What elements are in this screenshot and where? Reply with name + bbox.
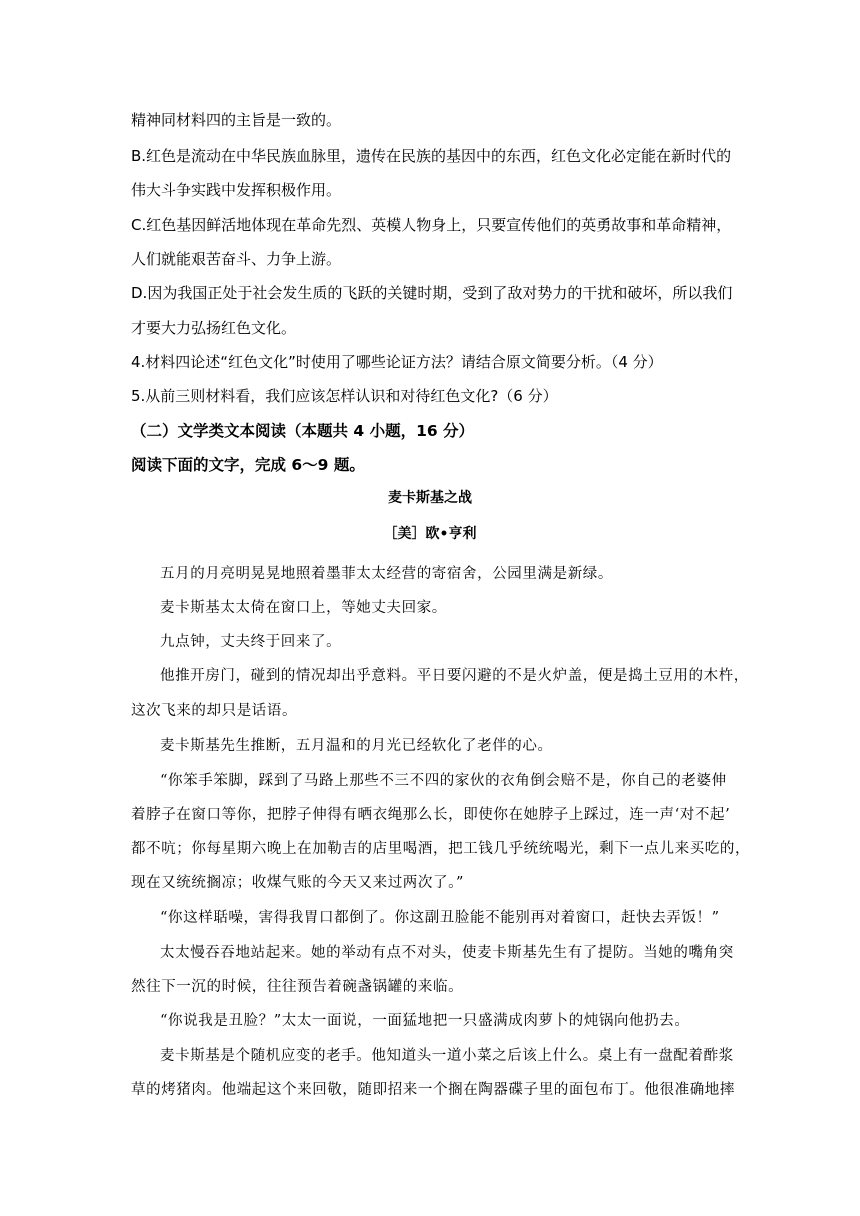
story-author: ［美］欧•亨利 [383,526,477,542]
option-b-line-1: B.红色是流动在中华民族血脉里，遗传在民族的基因中的东西，红色文化必定能在新时代的 [131,147,732,165]
story-line: “你笨手笨脚，踩到了马路上那些不三不四的家伙的衣角倒会赔不是，你自己的老婆伸 [160,773,727,789]
option-c-line-1: C.红色基因鲜活地体现在革命先烈、英模人物身上，只要宣传他们的英勇故事和革命精神， [131,216,732,234]
section-heading: （二）文学类文本阅读（本题共 4 小题，16 分） [131,422,475,440]
story-line: 他推开房门，碰到的情况却出乎意料。平日要闪避的不是火炉盖，便是捣土豆用的木杵， [160,668,749,684]
story-line: 五月的月亮明晃晃地照着墨菲太太经营的寄宿舍，公园里满是新绿。 [160,566,613,582]
option-a-continuation: 精神同材料四的主旨是一致的。 [131,111,342,129]
story-line: 太太慢吞吞地站起来。她的举动有点不对头，使麦卡斯基先生有了提防。当她的嘴角突 [160,945,734,961]
option-c-line-2: 人们就能艰苦奋斗、力争上游。 [131,250,342,268]
story-line: 都不吭；你每星期六晚上在加勒吉的店里喝酒，把工钱几乎统统喝光，剩下一点儿来买吃的， [131,841,751,857]
option-b-line-2: 伟大斗争实践中发挥积极作用。 [131,181,342,199]
story-line: 麦卡斯基先生推断，五月温和的月光已经软化了老伴的心。 [160,738,553,754]
story-title: 麦卡斯基之战 [388,490,472,506]
story-line: 草的烤猪肉。他端起这个来回敬，随即招来一个搁在陶器碟子里的面包布丁。他很准确地摔 [131,1082,735,1098]
story-line: 麦卡斯基是个随机应变的老手。他知道头一道小菜之后该上什么。桌上有一盘配着酢浆 [160,1048,734,1064]
option-d-line-1: D.因为我国正处于社会发生质的飞跃的关键时期，受到了敌对势力的干扰和破坏，所以我们 [131,284,733,302]
option-d-line-2: 才要大力弘扬红色文化。 [131,319,297,337]
question-5: 5.从前三则材料看，我们应该怎样认识和对待红色文化?（6 分） [131,387,558,405]
story-line: “你这样聒噪，害得我胃口都倒了。你这副丑脸能不能别再对着窗口，赶快去弄饭！” [160,910,720,926]
question-4: 4.材料四论述“红色文化”时使用了哪些论证方法？请结合原文简要分析。（4 分） [131,353,663,371]
story-line: “你说我是丑脸？”太太一面说，一面猛地把一只盛满成肉萝卜的炖锅向他扔去。 [160,1013,690,1029]
story-line: 麦卡斯基太太倚在窗口上，等她丈夫回家。 [160,600,447,616]
section-instruction: 阅读下面的文字，完成 6～9 题。 [131,456,365,474]
story-line: 然往下一沉的时候，往往预告着碗盏锅罐的来临。 [131,979,464,995]
story-line: 这次飞来的却只是话语。 [131,703,298,719]
story-line: 现在又统统搁凉；收煤气账的今天又来过两次了。” [131,875,464,891]
story-line: 着脖子在窗口等你，把脖子伸得有晒衣绳那么长，即使你在她脖子上踩过，连一声‘对不起’ [131,807,731,823]
story-line: 九点钟，丈夫终于回来了。 [160,634,342,650]
